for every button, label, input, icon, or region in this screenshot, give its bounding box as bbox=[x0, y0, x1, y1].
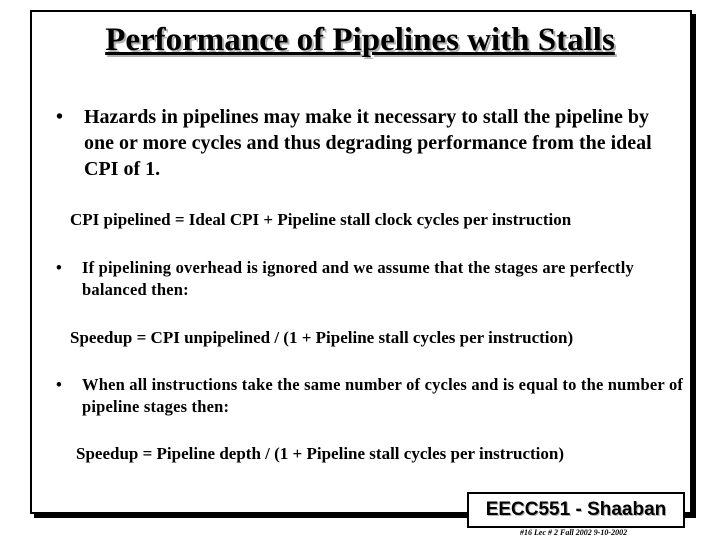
bullet-marker: • bbox=[56, 375, 62, 394]
slide-footer: #16 Lec # 2 Fall 2002 9-10-2002 bbox=[520, 528, 628, 537]
formula-cpi-pipelined: CPI pipelined = Ideal CPI + Pipeline stall clock cycles per instruction bbox=[70, 210, 572, 229]
bullet-text: Hazards in pipelines may make it necessary to stall the pipeline by one or more cycles and thus degrading performance from the ideal CPI of 1. bbox=[84, 106, 652, 180]
formula-speedup-depth: Speedup = Pipeline depth / (1 + Pipeline stall cycles per instruction) bbox=[76, 444, 564, 463]
bullet-overhead bbox=[56, 257, 686, 301]
bullet-equal-cycles bbox=[56, 374, 686, 418]
bullet-text: If pipelining overhead is ignored and we assume that the stages are perfectly balanced then: bbox=[82, 258, 634, 299]
bullet-marker: • bbox=[56, 258, 62, 277]
formula-speedup-unpipelined: Speedup = CPI unpipelined / (1 + Pipeline stall cycles per instruction) bbox=[70, 328, 574, 347]
bullet-hazards bbox=[56, 104, 656, 182]
course-badge: EECC551 - Shaaban bbox=[467, 492, 685, 528]
slide-title: Performance of Pipelines with Stalls bbox=[105, 22, 615, 58]
bullet-marker: • bbox=[56, 106, 64, 128]
bullet-text: When all instructions take the same number of cycles and is equal to the number of pipeline stages then: bbox=[82, 375, 684, 416]
